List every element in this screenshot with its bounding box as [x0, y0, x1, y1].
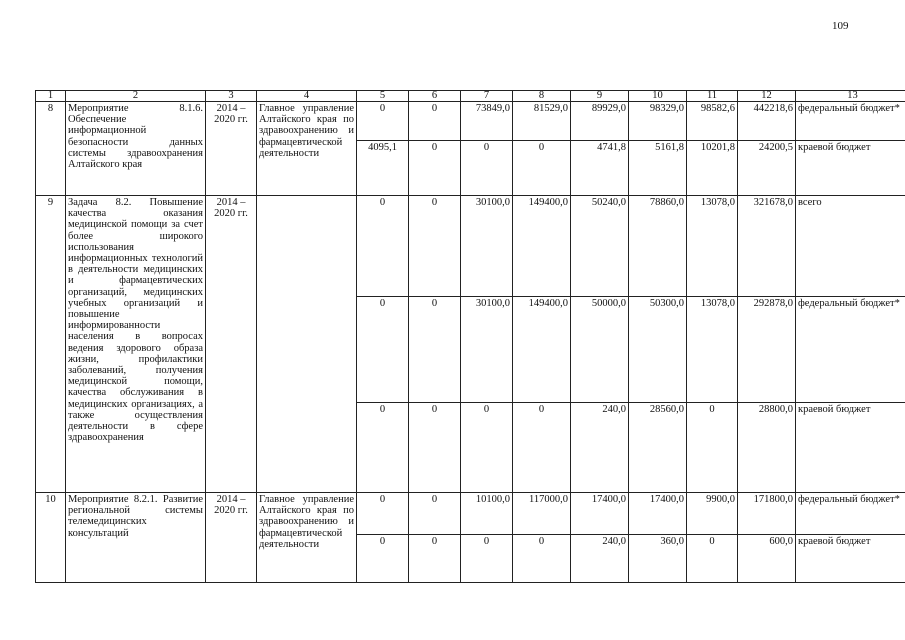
- funding-source: федеральный бюджет*: [796, 297, 905, 403]
- value-cell: 0: [461, 535, 513, 583]
- value-cell: 17400,0: [571, 493, 629, 535]
- value-cell: 0: [461, 403, 513, 493]
- value-cell: 0: [357, 535, 409, 583]
- header-row: [36, 91, 905, 102]
- value-cell: 89929,0: [571, 102, 629, 141]
- value-cell: 0: [513, 535, 571, 583]
- value-cell: 0: [409, 403, 461, 493]
- funding-source: федеральный бюджет*: [796, 493, 905, 535]
- value-cell: 30100,0: [461, 297, 513, 403]
- value-cell: 240,0: [571, 535, 629, 583]
- measure-name: Мероприятие 8.1.6. Обеспечение информационной безопасности данных системы здравоохранения Алтайского края: [66, 102, 206, 196]
- value-cell: 0: [409, 196, 461, 297]
- funding-source: всего: [796, 196, 905, 297]
- value-cell: 10201,8: [687, 141, 738, 196]
- executor: Главное управление Алтайского края по здравоохранению и фармацевтической деятельности: [257, 493, 357, 583]
- value-cell: 13078,0: [687, 196, 738, 297]
- measure-name: Мероприятие 8.2.1. Развитие региональной системы телемедицинских консультаций: [66, 493, 206, 583]
- column-header: 11: [687, 91, 738, 102]
- value-cell: 4741,8: [571, 141, 629, 196]
- value-cell: 0: [409, 535, 461, 583]
- value-cell: 240,0: [571, 403, 629, 493]
- table-row: [36, 102, 905, 141]
- column-header: 5: [357, 91, 409, 102]
- period: 2014 – 2020 гг.: [206, 102, 257, 196]
- column-header: 12: [738, 91, 796, 102]
- budget-table: [35, 90, 905, 583]
- value-cell: 98582,6: [687, 102, 738, 141]
- task-name: Задача 8.2. Повышение качества оказания медицинской помощи за счет более широкого использования информационных технологий в деятельности медицинских и фармацевтических организаций, медицинских учебных организаций и повышение информированности населения в вопросах ведения здорового образа жизни, профилактики заболеваний, получения медицинской помощи, качества обслуживания в медицинских организациях, а также осуществления деятельности в сфере здравоохранения: [66, 196, 206, 493]
- value-cell: 0: [409, 141, 461, 196]
- value-cell: 10100,0: [461, 493, 513, 535]
- column-header: 4: [257, 91, 357, 102]
- table-row: [36, 196, 905, 297]
- value-cell: 13078,0: [687, 297, 738, 403]
- value-cell: 0: [409, 102, 461, 141]
- funding-source: федеральный бюджет*: [796, 102, 905, 141]
- row-number: 10: [36, 493, 66, 583]
- value-cell: 50000,0: [571, 297, 629, 403]
- value-cell: 0: [687, 535, 738, 583]
- value-cell: 0: [461, 141, 513, 196]
- column-header: 3: [206, 91, 257, 102]
- value-cell: 0: [357, 196, 409, 297]
- value-cell: 73849,0: [461, 102, 513, 141]
- page-number: 109: [832, 20, 849, 32]
- row-number: 9: [36, 196, 66, 493]
- value-cell: 442218,6: [738, 102, 796, 141]
- value-cell: 321678,0: [738, 196, 796, 297]
- executor-empty: [257, 196, 357, 493]
- value-cell: 0: [513, 403, 571, 493]
- value-cell: 117000,0: [513, 493, 571, 535]
- value-cell: 4095,1: [357, 141, 409, 196]
- value-cell: 0: [357, 403, 409, 493]
- column-header: 6: [409, 91, 461, 102]
- value-cell: 0: [687, 403, 738, 493]
- column-header: 13: [796, 91, 905, 102]
- column-header: 1: [36, 91, 66, 102]
- row-number: 8: [36, 102, 66, 196]
- value-cell: 360,0: [629, 535, 687, 583]
- value-cell: 0: [357, 493, 409, 535]
- value-cell: 5161,8: [629, 141, 687, 196]
- funding-source: краевой бюджет: [796, 403, 905, 493]
- value-cell: 9900,0: [687, 493, 738, 535]
- value-cell: 81529,0: [513, 102, 571, 141]
- column-header: 7: [461, 91, 513, 102]
- value-cell: 0: [409, 493, 461, 535]
- column-header: 9: [571, 91, 629, 102]
- value-cell: 149400,0: [513, 196, 571, 297]
- value-cell: 24200,5: [738, 141, 796, 196]
- funding-source: краевой бюджет: [796, 535, 905, 583]
- value-cell: 78860,0: [629, 196, 687, 297]
- value-cell: 171800,0: [738, 493, 796, 535]
- value-cell: 98329,0: [629, 102, 687, 141]
- value-cell: 28560,0: [629, 403, 687, 493]
- executor: Главное управление Алтайского края по здравоохранению и фармацевтической деятельности: [257, 102, 357, 196]
- funding-source: краевой бюджет: [796, 141, 905, 196]
- value-cell: 292878,0: [738, 297, 796, 403]
- value-cell: 0: [409, 297, 461, 403]
- column-header: 10: [629, 91, 687, 102]
- value-cell: 28800,0: [738, 403, 796, 493]
- value-cell: 17400,0: [629, 493, 687, 535]
- period: 2014 – 2020 гг.: [206, 493, 257, 583]
- column-header: 8: [513, 91, 571, 102]
- value-cell: 0: [357, 297, 409, 403]
- value-cell: 50300,0: [629, 297, 687, 403]
- table-row: [36, 493, 905, 535]
- value-cell: 0: [357, 102, 409, 141]
- value-cell: 0: [513, 141, 571, 196]
- value-cell: 30100,0: [461, 196, 513, 297]
- column-header: 2: [66, 91, 206, 102]
- period: 2014 – 2020 гг.: [206, 196, 257, 493]
- value-cell: 600,0: [738, 535, 796, 583]
- value-cell: 149400,0: [513, 297, 571, 403]
- value-cell: 50240,0: [571, 196, 629, 297]
